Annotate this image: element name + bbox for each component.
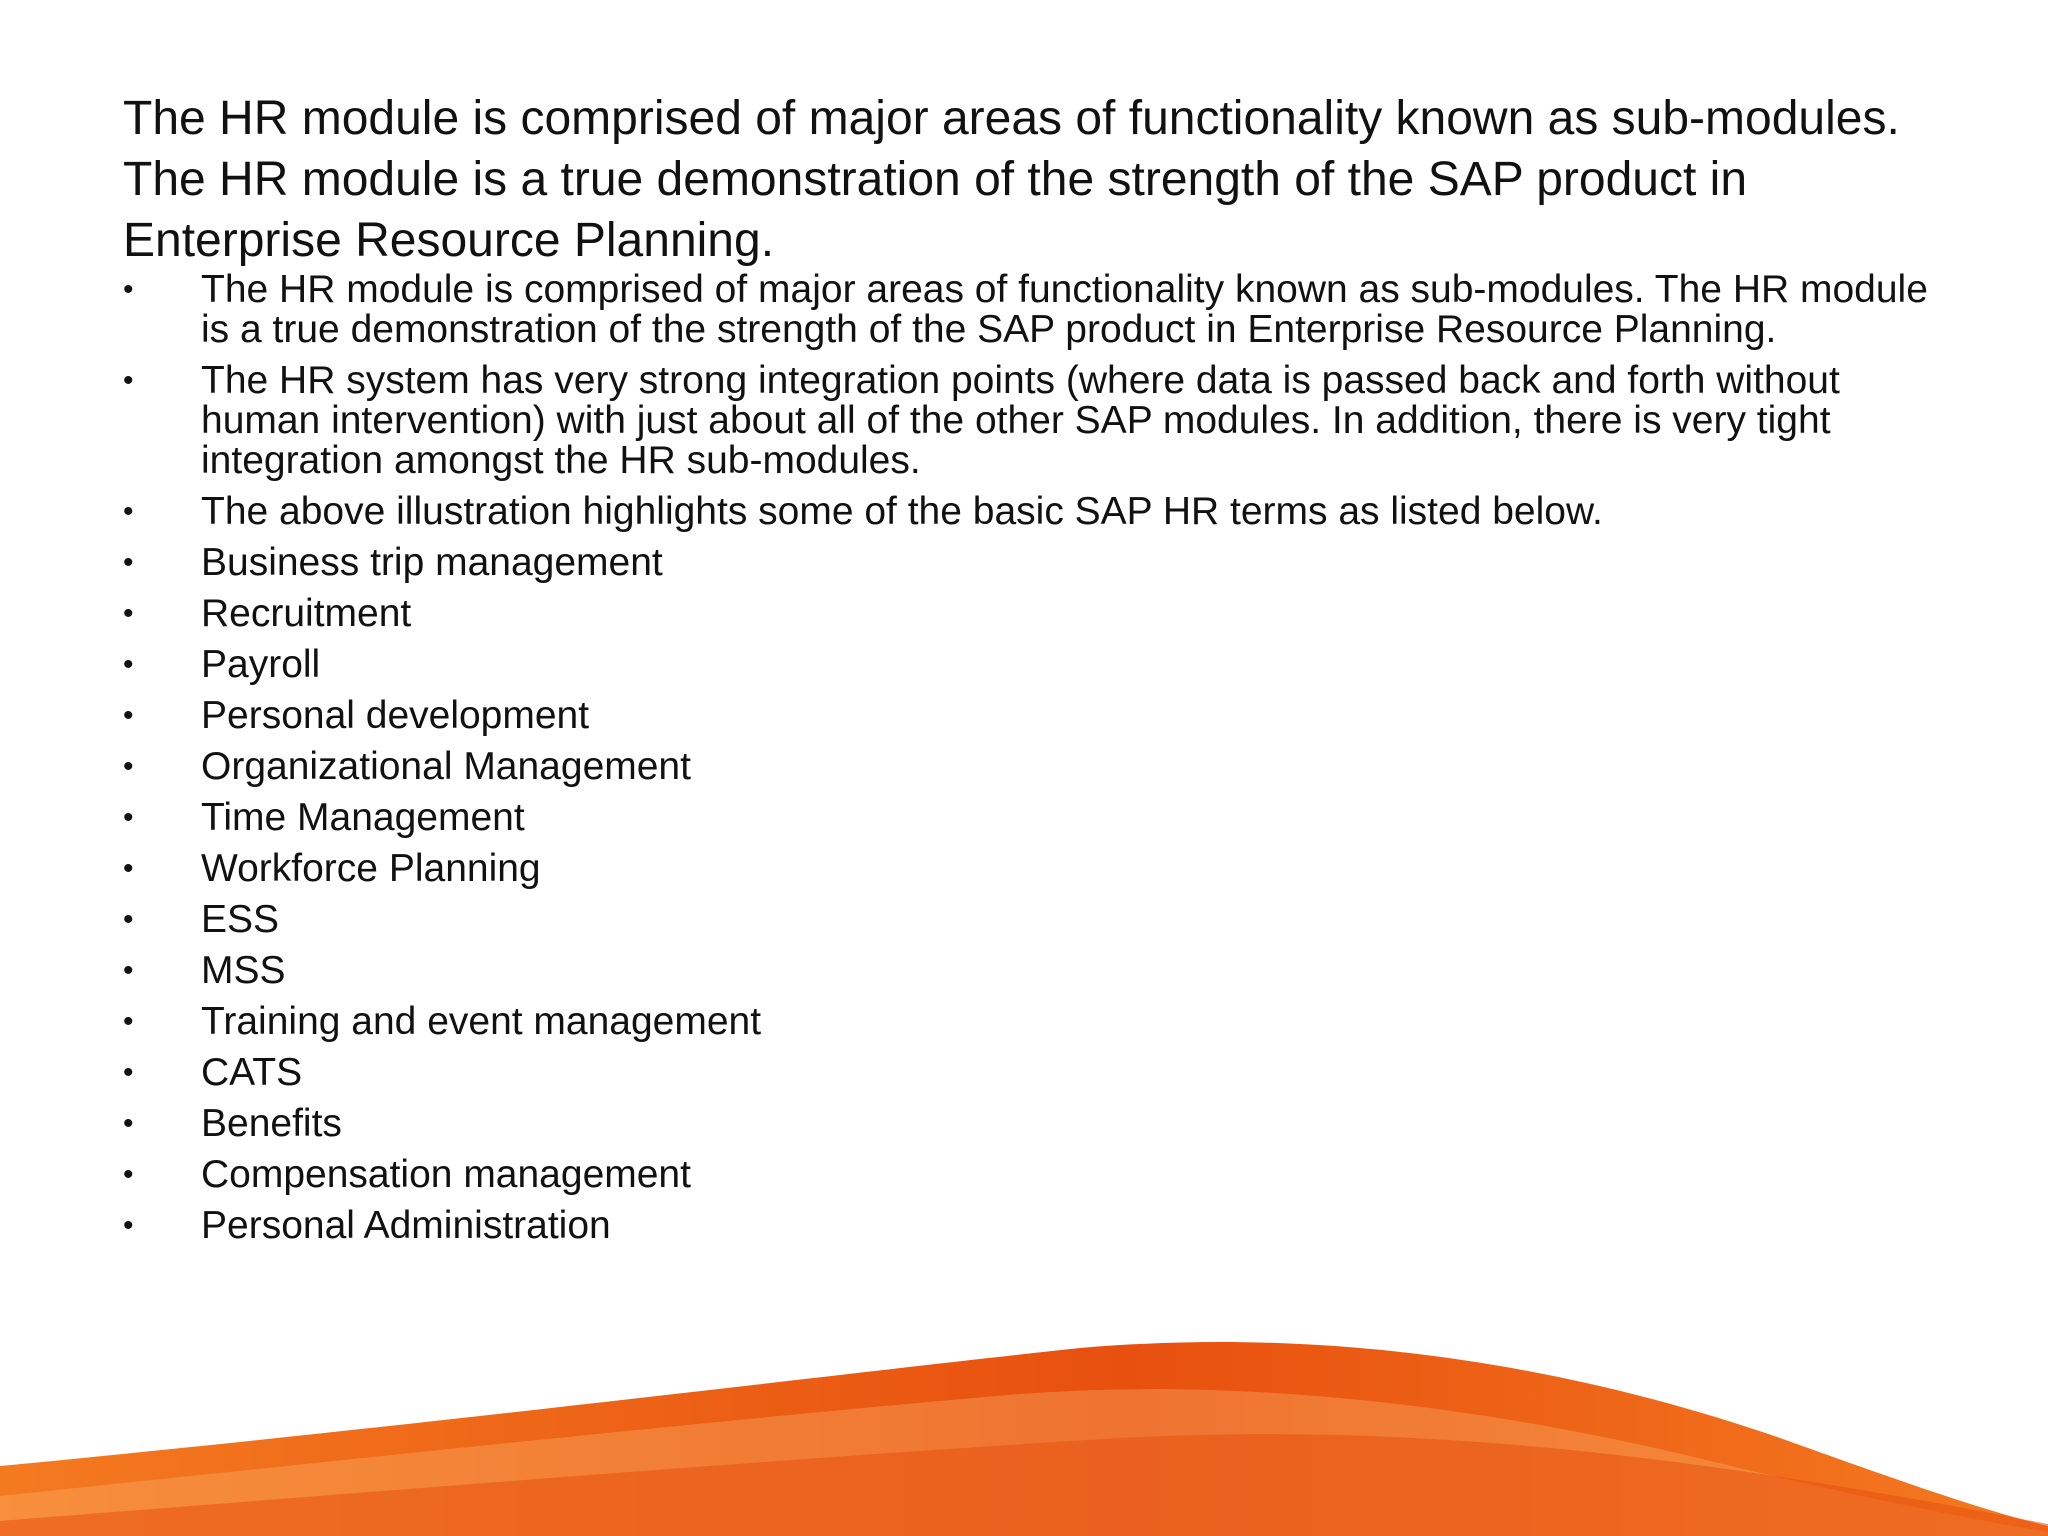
bullet-marker: •: [123, 852, 134, 885]
bullet-text: Personal development: [201, 694, 590, 737]
bullet-marker: •: [123, 273, 134, 306]
bullet-marker: •: [123, 1209, 134, 1242]
bullet-text: The HR system has very strong integration points (where data is passed back and forth without human intervention) with just about all of the other SAP modules. In addition, there is very tight integration amongst the HR sub-modules.: [201, 359, 1840, 482]
bullet-marker: •: [123, 546, 134, 579]
bullet-marker: •: [123, 750, 134, 783]
bullet-item: [123, 798, 1933, 838]
bullet-text: Business trip management: [201, 541, 663, 584]
bullet-item: [123, 1104, 1933, 1144]
bullet-item: [123, 1155, 1933, 1195]
bullet-item: [123, 1002, 1933, 1042]
bullet-item: [123, 951, 1933, 991]
bullet-marker: •: [123, 954, 134, 987]
bullet-item: [123, 594, 1933, 634]
bullet-item: [123, 900, 1933, 940]
bullet-marker: •: [123, 903, 134, 936]
bullet-text: The above illustration highlights some of the basic SAP HR terms as listed below.: [201, 490, 1603, 533]
bullet-marker: •: [123, 1056, 134, 1089]
bullet-item: [123, 543, 1933, 583]
bullet-marker: •: [123, 699, 134, 732]
bullet-marker: •: [123, 1107, 134, 1140]
bullet-marker: •: [123, 801, 134, 834]
slide-title: The HR module is comprised of major areas of functionality known as sub-modules. The HR module is a true demonstration of the strength of the SAP product in Enterprise Resource Planning.: [123, 92, 1900, 267]
bullet-text: Time Management: [201, 796, 525, 839]
bullet-text: Training and event management: [201, 1000, 762, 1043]
bullet-marker: •: [123, 364, 134, 397]
bullet-text: Organizational Management: [201, 745, 691, 788]
bullet-marker: •: [123, 1005, 134, 1038]
bullet-item: [123, 1053, 1933, 1093]
bullet-item: [123, 645, 1933, 685]
bullet-marker: •: [123, 597, 134, 630]
bullet-marker: •: [123, 495, 134, 528]
bullet-text: ESS: [201, 898, 280, 941]
bullet-item: [123, 1206, 1933, 1246]
bullet-item: [123, 361, 1933, 481]
bullet-marker: •: [123, 648, 134, 681]
bullet-text: Compensation management: [201, 1153, 691, 1196]
orange-wave-decoration: [0, 1306, 2048, 1536]
bullet-list: [123, 270, 1933, 1257]
bullet-text: Payroll: [201, 643, 321, 686]
bullet-item: [123, 849, 1933, 889]
bullet-item: [123, 696, 1933, 736]
bullet-text: Personal Administration: [201, 1204, 611, 1247]
bullet-item: [123, 747, 1933, 787]
bullet-text: CATS: [201, 1051, 303, 1094]
bullet-text: Recruitment: [201, 592, 412, 635]
bullet-text: Benefits: [201, 1102, 342, 1145]
bullet-text: MSS: [201, 949, 286, 992]
bullet-text: The HR module is comprised of major areas of functionality known as sub-modules. The HR module is a true demonstration of the strength of the SAP product in Enterprise Resource Planning.: [201, 268, 1928, 351]
bullet-marker: •: [123, 1158, 134, 1191]
bullet-text: Workforce Planning: [201, 847, 541, 890]
bullet-item: [123, 270, 1933, 350]
bullet-item: [123, 492, 1933, 532]
